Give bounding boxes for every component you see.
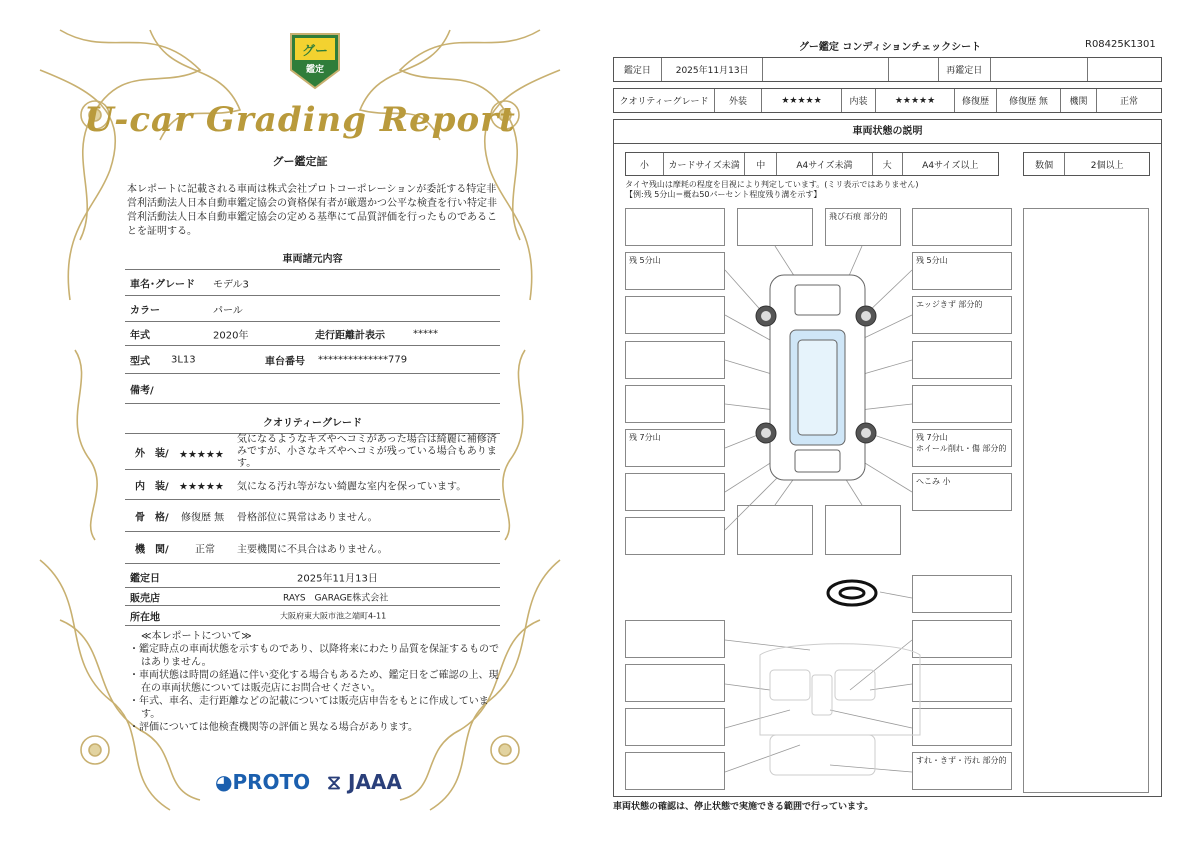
callout-box: [825, 505, 901, 555]
quality-label: 内 装/: [135, 481, 169, 492]
interior-stars: ★★★★★: [179, 481, 224, 493]
report-script-title: U-car Grading Report: [84, 100, 516, 140]
interior-label: 内装: [842, 89, 876, 112]
spec-row-year: [125, 322, 500, 346]
quality-desc: 主要機関に不具合はありません。: [237, 544, 388, 555]
callout-box: [625, 341, 725, 379]
address-row: [125, 606, 500, 626]
callout-box: [625, 664, 725, 702]
count-legend: [1023, 152, 1150, 176]
callout-box: [912, 708, 1012, 746]
empty-cell: [889, 58, 939, 81]
dealer-value: RAYS GARAGE株式会社: [283, 593, 389, 603]
callout-box: [737, 208, 813, 246]
callout-box: [912, 575, 1012, 613]
spec-value: パール: [213, 305, 243, 316]
quality-heading: クオリティーグレード: [263, 418, 362, 429]
callout-box-chip: 飛び石痕 部分的: [825, 208, 901, 246]
quality-row-frame: [125, 500, 500, 532]
callout-box-tyre-rl: 残 7分山: [625, 429, 725, 467]
appraisal-date-row: [125, 566, 500, 588]
spec-row-name: [125, 270, 500, 296]
tyre-note-line: 【例:残 5分山＝概ね50パーセント程度残り溝を示す】: [625, 190, 822, 199]
jaaa-mark-icon: ⧖: [327, 770, 342, 794]
quality-desc: 気になる汚れ等がない綺麗な室内を保っています。: [237, 481, 467, 492]
spec-value: *****: [413, 328, 438, 339]
callout-box: [625, 708, 725, 746]
spec-label: カラー: [130, 305, 160, 316]
date-label: 鑑定日: [130, 573, 160, 584]
spec-value: **************779: [318, 354, 408, 365]
callout-box: [625, 473, 725, 511]
size-legend: [625, 152, 999, 176]
legend-large-desc: A4サイズ以上: [922, 160, 979, 171]
callout-box: [625, 752, 725, 790]
empty-cell: [1088, 58, 1161, 81]
spec-row-remarks: [125, 374, 500, 404]
badge-text-bottom: 鑑定: [305, 65, 324, 75]
bottom-note: 車両状態の確認は、停止状態で実施できる範囲で行っています。: [613, 802, 874, 812]
spec-row-model: [125, 346, 500, 374]
tyre-note: [625, 180, 918, 200]
callout-box: [625, 296, 725, 334]
callout-box: [912, 664, 1012, 702]
quality-row-engine: [125, 532, 500, 564]
legend-count: 数個: [1024, 153, 1065, 175]
callout-box: [625, 208, 725, 246]
note-item: ・車両状態は時間の経過に伴い変化する場合もあるため、鑑定日をご確認の上、現在の車両状態については販売店にお問合せください。: [129, 670, 499, 694]
spec-label: 年式: [130, 330, 150, 341]
spec-value: 3L13: [171, 354, 196, 365]
quality-desc: 骨格部位に異常はありません。: [237, 512, 378, 523]
badge-text-top: グー: [301, 44, 328, 59]
note-text: 残 7分山: [916, 433, 948, 442]
interior-stars: ★★★★★: [876, 89, 955, 112]
note-text: ホイール削れ・傷 部分的: [916, 444, 1007, 453]
callout-box: [625, 620, 725, 658]
engine-value: 正常: [1119, 97, 1138, 107]
spec-label: 備考/: [130, 385, 154, 396]
proto-logo: ◕PROTO: [215, 770, 311, 794]
quality-row-interior: [125, 470, 500, 500]
notes-title: ≪本レポートについて≫: [141, 631, 252, 642]
date-row: [613, 57, 1162, 82]
legend-small-desc: カードサイズ未満: [664, 153, 746, 175]
quality-row-exterior: [125, 434, 500, 470]
grade-row: [613, 88, 1162, 113]
callout-box-tyre-fr: 残 5分山: [912, 252, 1012, 290]
callout-box-tyre-fl: 残 5分山: [625, 252, 725, 290]
spec-value: 2020年: [213, 330, 249, 341]
spec-label: 走行距離計表示: [315, 330, 385, 341]
callout-box-edge: エッジきず 部分的: [912, 296, 1012, 334]
legend-medium: 中: [745, 153, 777, 175]
note-item: ・年式、車名、走行距離などの記載については販売店申告をもとに作成しています。: [129, 696, 489, 720]
note-item: ・鑑定時点の車両状態を示すものであり、以降将来にわたり品質を保証するものではありません。: [129, 644, 499, 668]
exterior-stars: ★★★★★: [179, 449, 224, 461]
callout-box: [912, 208, 1012, 246]
exterior-label: 外装: [715, 89, 762, 112]
legend-small: 小: [626, 153, 664, 175]
footer-logos: [215, 770, 415, 800]
callout-box-dent: へこみ 小: [912, 473, 1012, 511]
reappraisal-label: 再鑑定日: [939, 58, 991, 81]
date-value: 2025年11月13日: [297, 573, 378, 584]
callout-box: [912, 620, 1012, 658]
callout-box-interior: すれ・きず・汚れ 部分的: [912, 752, 1012, 790]
callout-box: [912, 341, 1012, 379]
spec-label: 車名･グレード: [130, 279, 195, 290]
engine-label: 機関: [1061, 89, 1097, 112]
quality-desc: 気になるようなキズやヘコミがあった場合は綺麗に補修済みですが、小さなキズやヘコミが残っている場合もあります。: [237, 433, 497, 469]
empty-cell: [991, 58, 1089, 81]
repair-label: 修復歴: [955, 89, 997, 112]
note-item: ・評価については他検査機関等の評価と異なる場合があります。: [129, 722, 418, 733]
address-label: 所在地: [130, 612, 160, 623]
legend-count-desc: 2個以上: [1090, 160, 1124, 171]
goo-appraisal-badge: [285, 30, 345, 92]
address-value: 大阪府東大阪市池之端町4-11: [280, 611, 387, 620]
sheet-title: グー鑑定 コンディションチェックシート: [798, 42, 982, 53]
date-value: 2025年11月13日: [662, 58, 764, 81]
callout-box: [737, 505, 813, 555]
spec-value: モデル3: [213, 279, 249, 290]
specs-heading: 車両諸元内容: [282, 254, 343, 265]
quality-label: 骨 格/: [135, 512, 169, 523]
comments-column: [1023, 208, 1149, 793]
spec-label: 車台番号: [265, 356, 305, 367]
quality-value: 正常: [195, 544, 215, 555]
tyre-note-line: タイヤ残山は摩耗の程度を目視により判定しています。(ミリ表示ではありません): [625, 180, 919, 189]
certificate-title: グー鑑定証: [272, 155, 328, 168]
callout-box: [625, 517, 725, 555]
quality-value: 修復歴 無: [181, 512, 225, 523]
callout-box: [912, 385, 1012, 423]
spec-label: 型式: [130, 356, 150, 367]
panel-title: 車両状態の説明: [614, 120, 1161, 144]
legend-large: 大: [873, 153, 903, 175]
dealer-row: [125, 588, 500, 606]
repair-value: 修復歴 無: [997, 89, 1061, 112]
callout-box-tyre-rr: [912, 429, 1012, 467]
quality-label: クオリティーグレード: [614, 89, 715, 112]
quality-label: 外 装/: [135, 448, 169, 459]
date-label: 鑑定日: [614, 58, 662, 81]
exterior-stars: ★★★★★: [762, 89, 842, 112]
proto-mark-icon: ◕: [215, 770, 233, 794]
dealer-label: 販売店: [130, 593, 160, 604]
callout-box: [625, 385, 725, 423]
certificate-intro: 本レポートに記載される車両は株式会社プロトコーポレーションが委託する特定非営利活動法人日本自動車鑑定協会の資格保有者が厳選かつ公平な検査を行い特定非営利活動法人日本自動車鑑定協会の定める基準にて品質評価を行ったものであることを証明する。: [127, 184, 497, 237]
spec-row-color: [125, 296, 500, 322]
legend-medium-desc: A4サイズ未満: [777, 153, 872, 175]
sheet-code: R08425K1301: [1085, 39, 1156, 50]
jaaa-logo: ⧖ JAAA: [327, 770, 402, 794]
quality-label: 機 関/: [135, 544, 169, 555]
report-notes: [127, 630, 499, 734]
empty-cell: [763, 58, 889, 81]
